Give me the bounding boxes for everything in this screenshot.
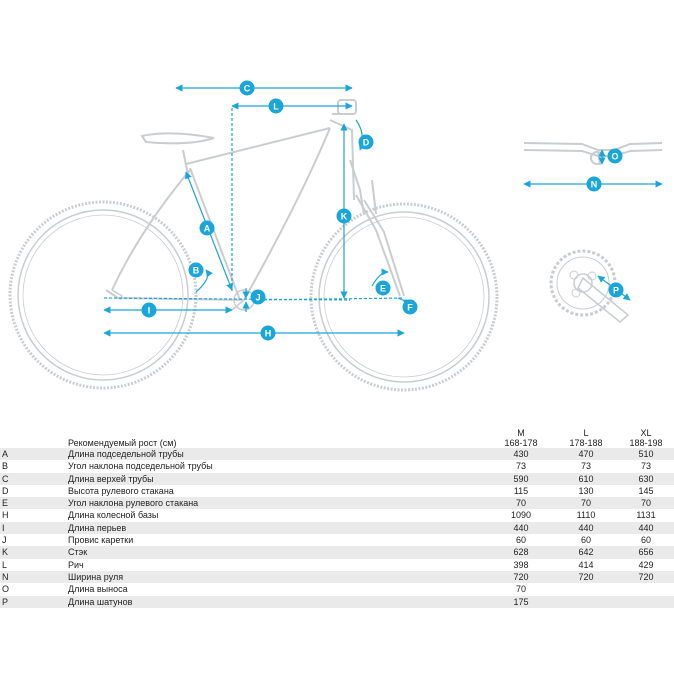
- badge-k-label: K: [340, 211, 348, 222]
- table-row: [0, 522, 674, 534]
- row-value-xl: 145: [638, 485, 654, 496]
- row-value-l: [554, 596, 618, 608]
- row-name: Ширина руля: [68, 571, 488, 583]
- row-name: Длина перьев: [68, 522, 488, 534]
- table-row: [0, 534, 674, 546]
- row-value-l: 642: [554, 546, 618, 558]
- badge-a-label: A: [203, 223, 211, 234]
- row-key: L: [2, 559, 8, 570]
- badge-h-label: H: [264, 328, 272, 339]
- row-value-m: 398: [513, 559, 529, 570]
- badge-d-label: D: [362, 137, 370, 148]
- table-row: [0, 546, 674, 558]
- row-value-xl: 73: [640, 461, 651, 472]
- table-row: [0, 473, 674, 485]
- table-row: [0, 509, 674, 521]
- row-value-m: 73: [515, 461, 526, 472]
- row-value-m: 60: [515, 535, 526, 546]
- row-key: N: [0, 571, 68, 583]
- row-value-xl: 60: [640, 535, 651, 546]
- badge-e: [376, 281, 391, 296]
- table-row: [0, 596, 674, 608]
- badge-o-label: O: [611, 151, 619, 162]
- badge-j-label: J: [255, 292, 261, 303]
- row-name: Длина подседельной трубы: [68, 448, 488, 460]
- badge-d: [359, 135, 374, 150]
- height-xl: 188-198: [629, 438, 663, 448]
- badge-f: [403, 300, 418, 315]
- row-key: O: [2, 584, 10, 595]
- size-header-row: [0, 428, 674, 438]
- badge-i-label: I: [147, 305, 151, 316]
- row-value-xl: 1131: [636, 510, 656, 521]
- row-key: D: [2, 485, 9, 496]
- badge-e-label: E: [379, 283, 387, 294]
- table-row: [0, 559, 674, 571]
- badge-o: [608, 149, 623, 164]
- table-row: [0, 497, 674, 509]
- size-xl-header: XL: [640, 428, 652, 438]
- bike-frame: [106, 120, 404, 303]
- row-value-l: 440: [554, 522, 618, 534]
- row-key: H: [2, 510, 9, 521]
- row-value-xl: 429: [638, 559, 654, 570]
- row-value-l: 60: [580, 535, 591, 546]
- badge-b: [189, 263, 204, 278]
- row-value-l: 130: [578, 485, 594, 496]
- rear-wheel: [10, 202, 196, 388]
- height-row: [0, 438, 674, 448]
- row-name: Стэк: [68, 546, 488, 558]
- row-key: B: [2, 461, 9, 472]
- badge-l-label: L: [273, 101, 279, 112]
- row-value-l: 70: [554, 497, 618, 509]
- row-value-xl: 70: [618, 497, 674, 509]
- row-name: Высота рулевого стакана: [68, 485, 174, 496]
- badge-j: [251, 290, 266, 305]
- row-value-xl: 510: [618, 448, 674, 460]
- row-value-xl: 656: [618, 546, 674, 558]
- badge-b-label: B: [192, 265, 200, 276]
- row-value-m: 115: [513, 485, 529, 496]
- badge-l: [269, 99, 284, 114]
- stem: [332, 100, 356, 114]
- row-name: Угол наклона подседельной трубы: [68, 461, 213, 472]
- height-m: 168-178: [504, 438, 538, 448]
- row-value-m: 70: [515, 584, 526, 595]
- saddle: [142, 133, 214, 143]
- size-m-header: M: [517, 428, 525, 438]
- height-label: Рекомендуемый рост (см): [68, 438, 177, 448]
- row-value-l: [554, 583, 618, 595]
- row-name: Длина шатунов: [68, 596, 488, 608]
- row-name: Провис каретки: [68, 535, 134, 546]
- table-row: [0, 571, 674, 583]
- front-wheel: [311, 204, 497, 390]
- row-name: Рич: [68, 559, 84, 570]
- row-value-l: 73: [580, 461, 591, 472]
- badge-p-label: P: [612, 285, 620, 296]
- row-value-m: 70: [488, 497, 554, 509]
- badge-k: [337, 209, 352, 224]
- badge-h: [261, 326, 276, 341]
- row-value-m: 440: [488, 522, 554, 534]
- badge-p: [609, 283, 624, 298]
- row-name: Угол наклона рулевого стакана: [68, 497, 488, 509]
- row-key: E: [0, 497, 68, 509]
- row-name: Длина верхей трубы: [68, 473, 488, 485]
- badge-n-label: N: [590, 179, 598, 190]
- row-value-m: 590: [488, 473, 554, 485]
- row-value-xl: [618, 583, 674, 595]
- row-value-m: 430: [488, 448, 554, 460]
- badge-n: [587, 177, 602, 192]
- row-value-xl: [618, 596, 674, 608]
- row-value-xl: 440: [618, 522, 674, 534]
- table-row: [0, 460, 674, 472]
- badge-a: [200, 221, 215, 236]
- badge-c-label: C: [243, 83, 251, 94]
- table-row: [0, 485, 674, 497]
- row-value-l: 1110: [576, 510, 596, 521]
- geometry-table: [0, 428, 674, 608]
- row-value-l: 414: [578, 559, 594, 570]
- row-value-m: 720: [488, 571, 554, 583]
- row-value-l: 470: [554, 448, 618, 460]
- row-value-l: 610: [554, 473, 618, 485]
- table-row: [0, 448, 674, 460]
- table-row: [0, 583, 674, 595]
- badge-f-label: F: [407, 302, 413, 313]
- height-l: 178-188: [569, 438, 603, 448]
- badge-i: [142, 303, 157, 318]
- row-value-xl: 630: [618, 473, 674, 485]
- row-key: C: [0, 473, 68, 485]
- size-l-header: L: [583, 428, 589, 438]
- row-value-m: 175: [488, 596, 554, 608]
- row-key: I: [0, 522, 68, 534]
- row-value-xl: 720: [618, 571, 674, 583]
- row-key: P: [0, 596, 68, 608]
- row-key: J: [2, 535, 7, 546]
- row-value-m: 628: [488, 546, 554, 558]
- handlebar-view: [524, 143, 662, 165]
- row-name: Длина колесной базы: [68, 510, 159, 521]
- row-value-l: 720: [554, 571, 618, 583]
- row-value-m: 1090: [510, 510, 532, 521]
- badge-c: [240, 81, 255, 96]
- row-key: K: [0, 546, 68, 558]
- row-key: A: [0, 448, 68, 460]
- row-name: Длина выноса: [68, 584, 128, 595]
